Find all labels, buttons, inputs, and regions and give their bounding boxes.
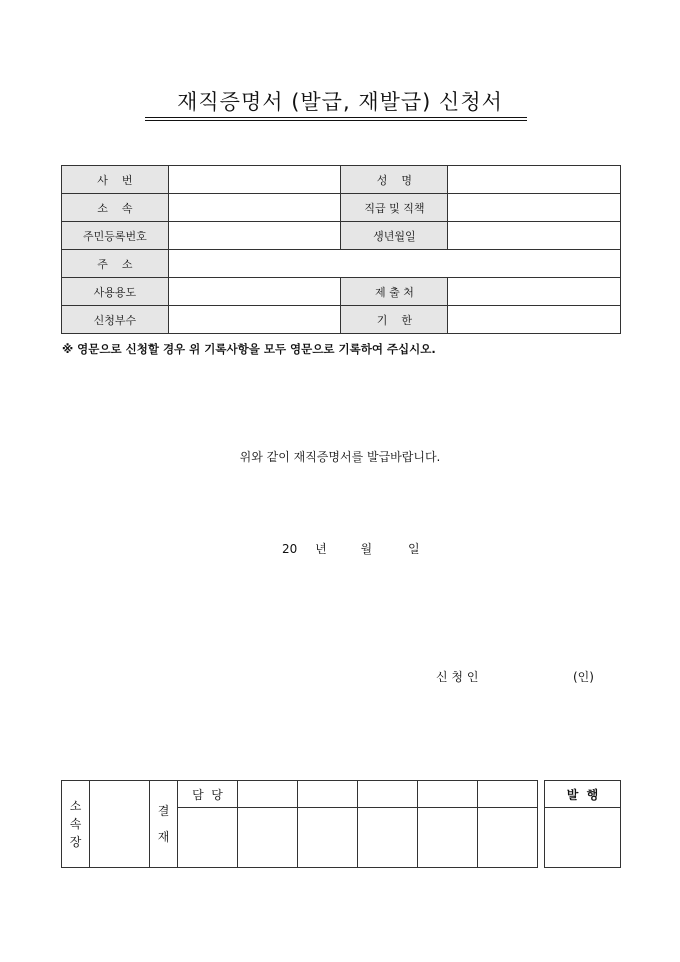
- department-field[interactable]: [168, 194, 341, 222]
- month-label: 월: [360, 542, 373, 556]
- date-line: [282, 540, 446, 557]
- issue-sign-box[interactable]: [545, 808, 621, 868]
- seal-label: (인): [573, 670, 594, 684]
- title-underline-bottom: [145, 120, 527, 121]
- rank-position-label: 직급 및 직책: [341, 194, 448, 222]
- copies-label: 신청부수: [62, 306, 169, 334]
- birth-date-label: 생년월일: [341, 222, 448, 250]
- name-label: 성 명: [341, 166, 448, 194]
- approver-header-6: [478, 781, 538, 808]
- employee-number-label: 사 번: [62, 166, 169, 194]
- table-row: [62, 306, 621, 334]
- approval-char-1: 결: [157, 804, 170, 818]
- table-row: [62, 278, 621, 306]
- resident-number-field[interactable]: [168, 222, 341, 250]
- deadline-field[interactable]: [448, 306, 621, 334]
- approver-sign-box-2[interactable]: [238, 808, 298, 868]
- approver-header-3: [298, 781, 358, 808]
- approver-header-2: [238, 781, 298, 808]
- year-prefix: 20: [282, 542, 298, 556]
- approver-header-4: [358, 781, 418, 808]
- table-row: [62, 194, 621, 222]
- issue-label: 발 행: [545, 781, 621, 808]
- submit-to-label: 제 출 처: [341, 278, 448, 306]
- approval-table: [61, 780, 538, 868]
- english-note: ※ 영문으로 신청할 경우 위 기록사항을 모두 영문으로 기록하여 주십시오.: [62, 342, 436, 356]
- purpose-field[interactable]: [168, 278, 341, 306]
- approval-char-2: 재: [157, 830, 170, 844]
- approver-sign-box-5[interactable]: [418, 808, 478, 868]
- table-row: [62, 250, 621, 278]
- dept-head-sign-box[interactable]: [90, 781, 150, 868]
- purpose-label: 사용용도: [62, 278, 169, 306]
- approver-sign-box-6[interactable]: [478, 808, 538, 868]
- request-statement: 위와 같이 재직증명서를 발급바랍니다.: [239, 450, 441, 464]
- deadline-label: 기 한: [341, 306, 448, 334]
- day-label: 일: [407, 542, 420, 556]
- address-field[interactable]: [168, 250, 620, 278]
- table-row: [62, 222, 621, 250]
- birth-date-field[interactable]: [448, 222, 621, 250]
- employee-number-field[interactable]: [168, 166, 341, 194]
- dept-head-char-3: 장: [69, 835, 82, 849]
- address-label: 주 소: [62, 250, 169, 278]
- dept-head-char-1: 소: [69, 799, 82, 813]
- resident-number-label: 주민등록번호: [62, 222, 169, 250]
- applicant-info-table: [61, 165, 621, 334]
- submit-to-field[interactable]: [448, 278, 621, 306]
- issue-table: [544, 780, 621, 868]
- title-underline-top: [145, 117, 527, 118]
- rank-position-field[interactable]: [448, 194, 621, 222]
- name-field[interactable]: [448, 166, 621, 194]
- department-label: 소 속: [62, 194, 169, 222]
- table-row: [62, 166, 621, 194]
- copies-field[interactable]: [168, 306, 341, 334]
- year-label: 년: [315, 542, 327, 556]
- approval-label: [150, 781, 178, 868]
- in-charge-label: 담 당: [178, 781, 238, 808]
- applicant-label: 신 청 인: [436, 670, 479, 684]
- dept-head-label: [62, 781, 90, 868]
- form-title: 재직증명서 (발급, 재발급) 신청서: [177, 90, 503, 114]
- approver-sign-box-4[interactable]: [358, 808, 418, 868]
- in-charge-sign-box[interactable]: [178, 808, 238, 868]
- approver-header-5: [418, 781, 478, 808]
- approver-sign-box-3[interactable]: [298, 808, 358, 868]
- dept-head-char-2: 속: [69, 817, 82, 831]
